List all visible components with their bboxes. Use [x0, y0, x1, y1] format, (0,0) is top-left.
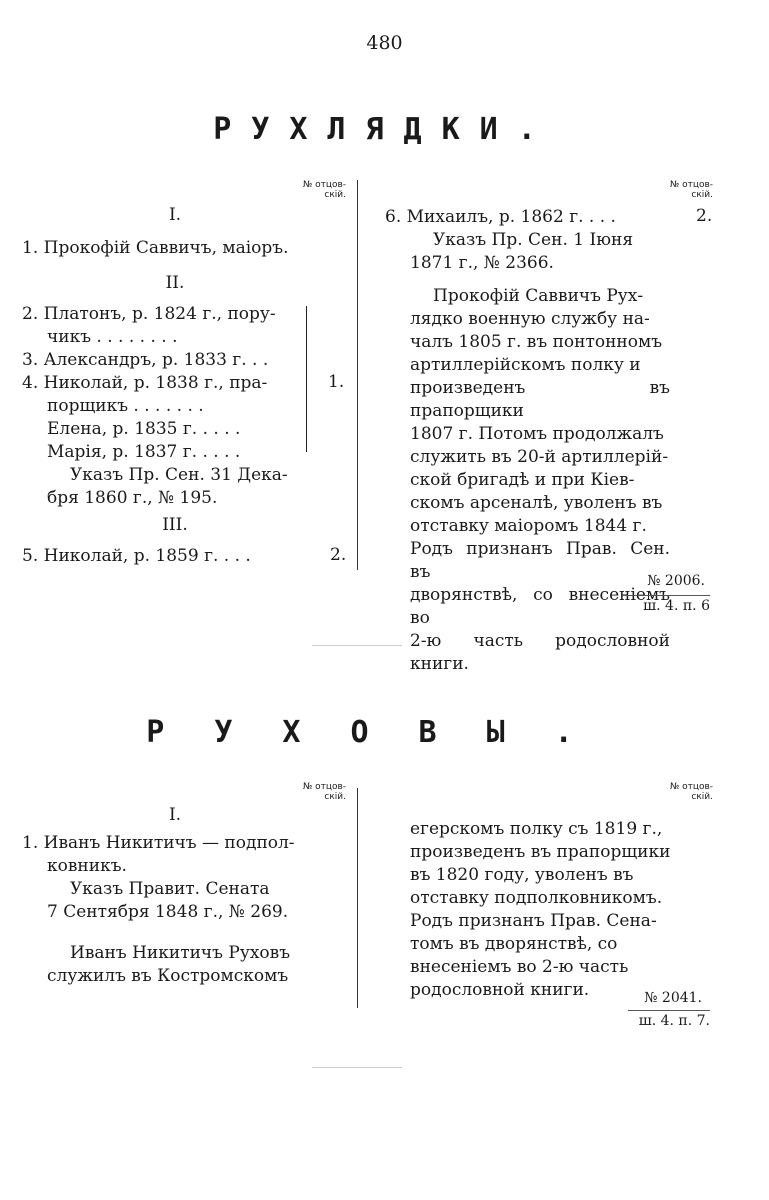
- genealogy-entry: ковникъ.: [47, 856, 127, 876]
- group-heading: I.: [168, 205, 182, 225]
- decree-reference: 7 Сентября 1848 г., № 269.: [47, 902, 289, 922]
- genealogy-entry: 6. Михаилъ, р. 1862 г. . . .: [385, 207, 616, 227]
- column-note-right: № отцов- скій.: [669, 180, 713, 200]
- section-separator: [312, 1067, 402, 1068]
- genealogy-entry: 4. Николай, р. 1838 г., пра-: [22, 373, 268, 393]
- biography-paragraph: Иванъ Никитичъ Руховъ: [70, 943, 291, 963]
- genealogy-entry: чикъ . . . . . . . .: [47, 327, 178, 347]
- divider-rule: [622, 595, 710, 596]
- archive-number: № 2006.: [647, 573, 705, 589]
- page-number: 480: [366, 32, 403, 54]
- group-heading: I.: [168, 805, 182, 825]
- genealogy-entry: Елена, р. 1835 г. . . . .: [47, 419, 241, 439]
- paternal-number: 2.: [330, 545, 347, 565]
- decree-reference: 1871 г., № 2366.: [410, 253, 554, 273]
- grouping-brace: [300, 306, 307, 452]
- genealogy-entry: 3. Александръ, р. 1833 г. . .: [22, 350, 269, 370]
- group-heading: II.: [165, 273, 185, 293]
- archive-location: ш. 4. п. 6: [643, 598, 710, 614]
- genealogy-entry: порщикъ . . . . . . .: [47, 396, 204, 416]
- section-title-rukhlyadki: РУХЛЯДКИ.: [213, 112, 556, 147]
- decree-reference: Указъ Пр. Сен. 31 Дека-: [70, 465, 288, 485]
- column-divider: [357, 180, 358, 570]
- group-heading: III.: [162, 515, 188, 535]
- section-title-rukhovy: РУХОВЫ.: [146, 715, 623, 750]
- genealogy-entry: 1. Прокофій Саввичъ, маіоръ.: [22, 238, 289, 258]
- paternal-number: 1.: [328, 372, 345, 392]
- genealogy-entry: 2. Платонъ, р. 1824 г., пору-: [22, 304, 276, 324]
- divider-rule: [628, 1010, 710, 1011]
- biography-paragraph: егерскомъ полку съ 1819 г., произведенъ въ прапорщики въ 1820 году, уволенъ въ отставку подполковникомъ. Родъ признанъ Прав. Сена- томъ въ дворянствѣ, со внесеніемъ во 2-ю часть родословной книги.: [410, 819, 671, 1000]
- decree-reference: бря 1860 г., № 195.: [47, 488, 218, 508]
- genealogy-entry: 1. Иванъ Никитичъ — подпол-: [22, 833, 295, 853]
- column-divider: [357, 788, 358, 1008]
- genealogy-entry: Марія, р. 1837 г. . . . .: [47, 442, 241, 462]
- column-note-left: № отцов- скій.: [302, 782, 346, 802]
- biography-paragraph: Прокофій Саввичъ Рух- лядко военную службу на- чалъ 1805 г. въ понтонномъ артиллерійскомъ полку и произведенъ въ прапорщики 1807 г. Потомъ продолжалъ служить въ 20-й артиллерій- ской бригадѣ и при Кіев- скомъ арсеналѣ, уволенъ въ отставку маіоромъ 1844 г. Родъ признанъ Прав. Сен. въ дворянствѣ, со внесеніемъ во 2-ю часть родословной книги.: [410, 286, 670, 674]
- column-note-left: № отцов- скій.: [302, 180, 346, 200]
- section-separator: [312, 645, 402, 646]
- paternal-number: 2.: [696, 206, 713, 226]
- archive-number: № 2041.: [644, 990, 702, 1006]
- biography-paragraph: служилъ въ Костромскомъ: [47, 966, 289, 986]
- column-note-right: № отцов- скій.: [669, 782, 713, 802]
- genealogy-entry: 5. Николай, р. 1859 г. . . .: [22, 546, 251, 566]
- archive-location: ш. 4. п. 7.: [638, 1013, 710, 1029]
- decree-reference: Указъ Правит. Сената: [70, 879, 270, 899]
- decree-reference: Указъ Пр. Сен. 1 Іюня: [433, 230, 634, 250]
